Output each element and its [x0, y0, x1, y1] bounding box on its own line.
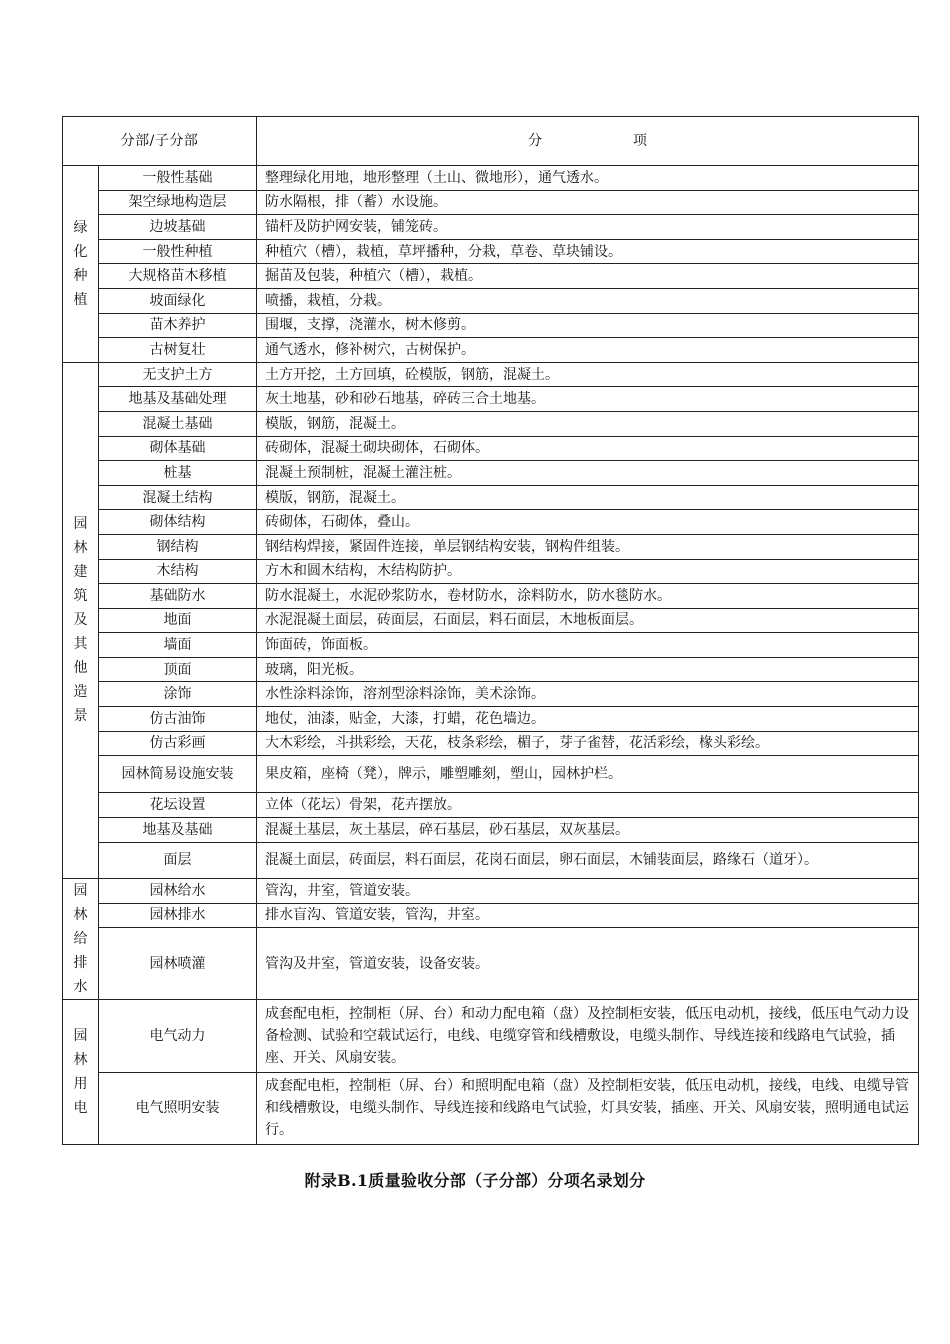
table-row: [63, 411, 919, 436]
sub-division-cell: 古树复壮: [99, 338, 257, 363]
sub-division-cell: 桩基: [99, 461, 257, 486]
sub-division-cell: 一般性种植: [99, 239, 257, 264]
table-row: [63, 707, 919, 732]
items-cell: 玻璃，阳光板。: [257, 657, 919, 682]
items-cell: 管沟，井室，管道安装。: [257, 878, 919, 903]
items-cell: 水泥混凝土面层，砖面层，石面层，料石面层，木地板面层。: [257, 608, 919, 633]
sub-division-cell: 墙面: [99, 633, 257, 658]
items-cell: 饰面砖，饰面板。: [257, 633, 919, 658]
items-cell: 种植穴（槽），栽植，草坪播种，分栽，草卷、草块铺设。: [257, 239, 919, 264]
table-row: [63, 842, 919, 878]
items-cell: 喷播，栽植，分栽。: [257, 288, 919, 313]
sub-division-cell: 坡面绿化: [99, 288, 257, 313]
table-row: [63, 166, 919, 191]
sub-division-cell: 花坛设置: [99, 793, 257, 818]
table-row: [63, 682, 919, 707]
items-cell: 土方开挖，土方回填，砼模版，钢筋，混凝土。: [257, 362, 919, 387]
sub-division-cell: 一般性基础: [99, 166, 257, 191]
items-cell: 方木和圆木结构，木结构防护。: [257, 559, 919, 584]
items-cell: 成套配电柜，控制柜（屏、台）和动力配电箱（盘）及控制柜安装，低压电动机，接线，低压电气动力设备检测、试验和空载试运行，电线、电缆穿管和线槽敷设，电缆头制作、导线连接和线路电气试验，插座、开关、风扇安装。: [257, 999, 919, 1072]
group-name: 园林建筑及其他造景: [73, 516, 88, 725]
sub-division-cell: 砌体基础: [99, 436, 257, 461]
sub-division-cell: 园林简易设施安装: [99, 756, 257, 793]
sub-division-cell: 架空绿地构造层: [99, 190, 257, 215]
items-cell: 防水隔根，排（蓄）水设施。: [257, 190, 919, 215]
table-row: [63, 338, 919, 363]
items-cell: 模版，钢筋，混凝土。: [257, 485, 919, 510]
sub-division-cell: 电气动力: [99, 999, 257, 1072]
items-cell: 立体（花坛）骨架，花卉摆放。: [257, 793, 919, 818]
table-row: [63, 239, 919, 264]
table-row: [63, 1072, 919, 1144]
table-row: [63, 436, 919, 461]
table-row: [63, 657, 919, 682]
table-row: [63, 608, 919, 633]
items-cell: 整理绿化用地，地形整理（土山、微地形），通气透水。: [257, 166, 919, 191]
items-cell: 灰土地基，砂和砂石地基，碎砖三合土地基。: [257, 387, 919, 412]
table-row: [63, 215, 919, 240]
group-name: 园林给排水: [73, 882, 88, 995]
sub-division-cell: 无支护土方: [99, 362, 257, 387]
table-row: [63, 534, 919, 559]
items-cell: 成套配电柜，控制柜（屏、台）和照明配电箱（盘）及控制柜安装，低压电动机，接线，电线、电缆导管和线槽敷设，电缆头制作、导线连接和线路电气试验，灯具安装，插座、开关、风扇安装，照明通电试运行。: [257, 1072, 919, 1144]
items-cell: 通气透水，修补树穴，古树保护。: [257, 338, 919, 363]
group-cell: [63, 166, 99, 363]
group-name: 园林用电: [73, 1027, 88, 1116]
table-row: [63, 633, 919, 658]
table-row: [63, 485, 919, 510]
items-cell: 管沟及井室，管道安装，设备安装。: [257, 928, 919, 1000]
division-table: [62, 116, 919, 1145]
sub-division-cell: 仿古油饰: [99, 707, 257, 732]
items-cell: 钢结构焊接，紧固件连接，单层钢结构安装，钢构件组装。: [257, 534, 919, 559]
table-caption: 附录B.1质量验收分部（子分部）分项名录划分: [304, 1171, 646, 1190]
sub-division-cell: 钢结构: [99, 534, 257, 559]
items-cell: 围堰，支撑，浇灌水，树木修剪。: [257, 313, 919, 338]
table-row: [63, 928, 919, 1000]
sub-division-cell: 顶面: [99, 657, 257, 682]
sub-division-cell: 面层: [99, 842, 257, 878]
items-cell: 果皮箱，座椅（凳），牌示，雕塑雕刻，塑山，园林护栏。: [257, 756, 919, 793]
header-part: 分部/子分部: [63, 117, 257, 166]
table-row: [63, 288, 919, 313]
sub-division-cell: 边坡基础: [99, 215, 257, 240]
items-cell: 水性涂料涂饰，溶剂型涂料涂饰，美术涂饰。: [257, 682, 919, 707]
table-row: [63, 793, 919, 818]
sub-division-cell: 混凝土基础: [99, 411, 257, 436]
header-row: [63, 117, 919, 166]
table-row: [63, 387, 919, 412]
table-row: [63, 756, 919, 793]
sub-division-cell: 地面: [99, 608, 257, 633]
items-cell: 混凝土基层，灰土基层，碎石基层，砂石基层，双灰基层。: [257, 818, 919, 843]
sub-division-cell: 地基及基础处理: [99, 387, 257, 412]
table-row: [63, 461, 919, 486]
table-row: [63, 313, 919, 338]
items-cell: 锚杆及防护网安装，铺笼砖。: [257, 215, 919, 240]
items-cell: 砖砌体，石砌体，叠山。: [257, 510, 919, 535]
items-cell: 模版，钢筋，混凝土。: [257, 411, 919, 436]
sub-division-cell: 木结构: [99, 559, 257, 584]
table-row: [63, 190, 919, 215]
items-cell: 掘苗及包装，种植穴（槽），栽植。: [257, 264, 919, 289]
items-cell: 混凝土预制桩，混凝土灌注桩。: [257, 461, 919, 486]
table-row: [63, 903, 919, 928]
items-cell: 混凝土面层，砖面层，料石面层，花岗石面层，卵石面层，木铺装面层，路缘石（道牙）。: [257, 842, 919, 878]
items-cell: 大木彩绘，斗拱彩绘，天花，枝条彩绘，楣子，芽子雀替，花活彩绘，椽头彩绘。: [257, 731, 919, 756]
group-cell: [63, 878, 99, 999]
group-cell: [63, 362, 99, 878]
sub-division-cell: 基础防水: [99, 584, 257, 609]
sub-division-cell: 园林喷灌: [99, 928, 257, 1000]
items-cell: 防水混凝土，水泥砂浆防水，卷材防水，涂料防水，防水毯防水。: [257, 584, 919, 609]
table-row: [63, 731, 919, 756]
group-cell: [63, 999, 99, 1144]
sub-division-cell: 涂饰: [99, 682, 257, 707]
table-row: [63, 878, 919, 903]
sub-division-cell: 大规格苗木移植: [99, 264, 257, 289]
sub-division-cell: 仿古彩画: [99, 731, 257, 756]
table-row: [63, 362, 919, 387]
table-row: [63, 510, 919, 535]
sub-division-cell: 砌体结构: [99, 510, 257, 535]
group-name: 绿化种植: [73, 219, 88, 308]
header-items-label: 分项: [528, 133, 738, 149]
table-row: [63, 559, 919, 584]
table-row: [63, 818, 919, 843]
items-cell: 地仗，油漆，贴金，大漆，打蜡，花色墙边。: [257, 707, 919, 732]
sub-division-cell: 电气照明安装: [99, 1072, 257, 1144]
table-row: [63, 999, 919, 1072]
header-items: [257, 117, 919, 166]
sub-division-cell: 地基及基础: [99, 818, 257, 843]
sub-division-cell: 混凝土结构: [99, 485, 257, 510]
table-row: [63, 264, 919, 289]
items-cell: 砖砌体，混凝土砌块砌体，石砌体。: [257, 436, 919, 461]
sub-division-cell: 园林给水: [99, 878, 257, 903]
items-cell: 排水盲沟、管道安装，管沟，井室。: [257, 903, 919, 928]
sub-division-cell: 苗木养护: [99, 313, 257, 338]
sub-division-cell: 园林排水: [99, 903, 257, 928]
table-row: [63, 584, 919, 609]
